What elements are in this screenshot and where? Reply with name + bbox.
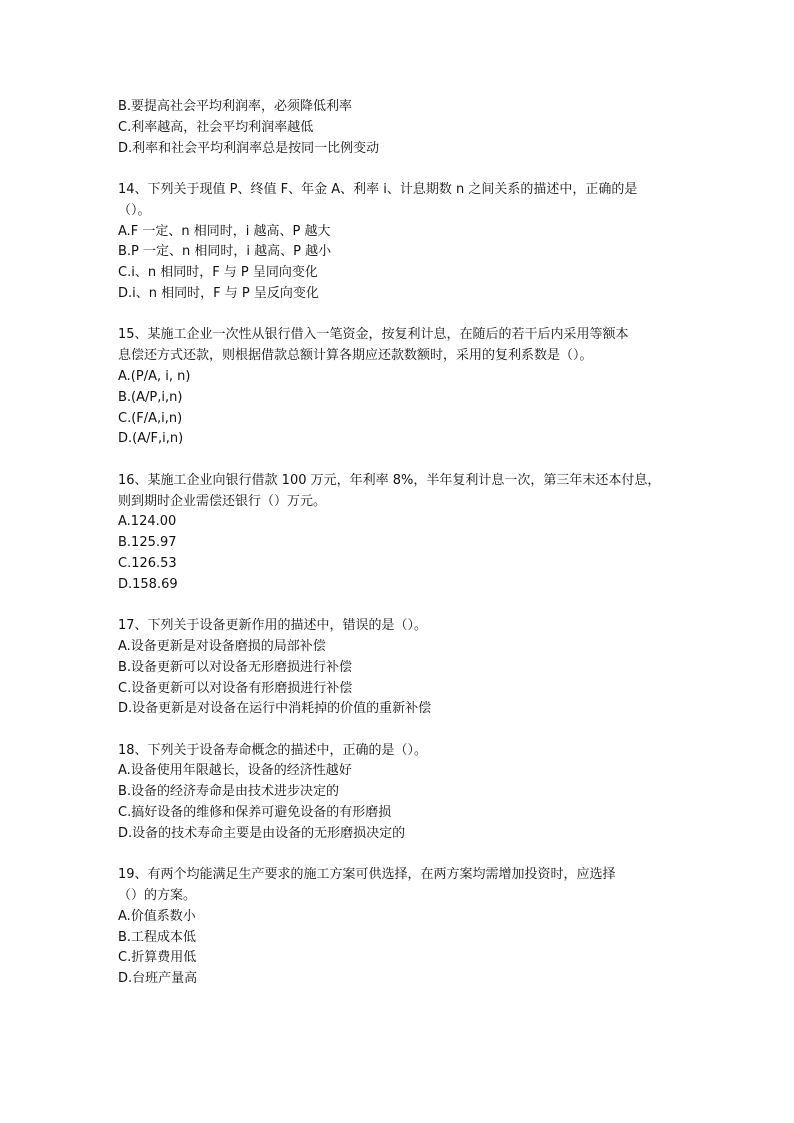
option-a: A.价值系数小 — [118, 908, 196, 924]
option-c: C.i、n 相同时，F 与 P 呈同向变化 — [118, 265, 318, 281]
option-b: B.要提高社会平均利润率，必须降低利率 — [118, 99, 353, 114]
option-a: A.F 一定、n 相同时，i 越高、P 越大 — [118, 223, 331, 239]
option-b: B.工程成本低 — [118, 929, 197, 945]
exam-content — [118, 97, 678, 990]
option-c: C.折算费用低 — [118, 950, 197, 966]
option-d: D.台班产量高 — [118, 971, 198, 987]
question-stem: 15、某施工企业一次性从银行借入一笔资金，按复利计息，在随后的若干后内采用等额本 — [118, 327, 629, 343]
question-stem: 息偿还方式还款，则根据借款总额计算各期应还款数额时，采用的复利系数是（）。 — [118, 348, 593, 364]
option-a: A.设备使用年限越长，设备的经济性越好 — [118, 763, 352, 779]
question-stem: 19、有两个均能满足生产要求的施工方案可供选择，在两方案均需增加投资时，应选择 — [118, 867, 616, 883]
question-stem: （）的方案。 — [118, 888, 197, 904]
option-c: C.利率越高，社会平均利润率越低 — [118, 119, 314, 135]
question-14 — [118, 180, 678, 305]
option-d: D.(A/F,i,n) — [118, 431, 184, 447]
question-16 — [118, 471, 678, 596]
option-b: B.设备更新可以对设备无形磨损进行补偿 — [118, 659, 353, 675]
option-d: D.设备更新是对设备在运行中消耗掉的价值的重新补偿 — [118, 701, 432, 717]
question-stem: （）。 — [118, 202, 151, 218]
option-a: A.设备更新是对设备磨损的局部补偿 — [118, 638, 326, 654]
question-15 — [118, 325, 678, 450]
question-stem: 17、下列关于设备更新作用的描述中，错误的是（）。 — [118, 618, 428, 634]
option-c: C.搞好设备的维修和保养可避免设备的有形磨损 — [118, 805, 392, 821]
option-b: B.(A/P,i,n) — [118, 389, 183, 405]
continued-options — [118, 97, 678, 159]
question-17 — [118, 616, 678, 720]
question-18 — [118, 741, 678, 845]
option-d: D.设备的技术寿命主要是由设备的无形磨损决定的 — [118, 825, 406, 841]
option-c: C.126.53 — [118, 555, 177, 571]
option-d: D.158.69 — [118, 576, 178, 592]
question-19 — [118, 865, 678, 990]
option-d: D.利率和社会平均利润率总是按同一比例变动 — [118, 140, 380, 156]
option-b: B.设备的经济寿命是由技术进步决定的 — [118, 784, 340, 800]
option-d: D.i、n 相同时，F 与 P 呈反向变化 — [118, 285, 319, 301]
option-c: C.(F/A,i,n) — [118, 410, 183, 426]
option-a: A.124.00 — [118, 514, 177, 530]
option-c: C.设备更新可以对设备有形磨损进行补偿 — [118, 680, 353, 696]
question-stem: 18、下列关于设备寿命概念的描述中，正确的是（）。 — [118, 742, 428, 758]
question-stem: 14、下列关于现值 P、终值 F、年金 A、利率 i、计息期数 n 之间关系的描述中，正确的是 — [118, 181, 638, 197]
question-stem: 16、某施工企业向银行借款 100 万元，年利率 8%，半年复利计息一次，第三年末还本付息， — [118, 472, 661, 488]
option-a: A.(P/A, i, n) — [118, 368, 191, 384]
option-b: B.125.97 — [118, 535, 177, 551]
option-b: B.P 一定、n 相同时，i 越高、P 越小 — [118, 244, 332, 260]
question-stem: 则到期时企业需偿还银行（）万元。 — [118, 493, 327, 509]
